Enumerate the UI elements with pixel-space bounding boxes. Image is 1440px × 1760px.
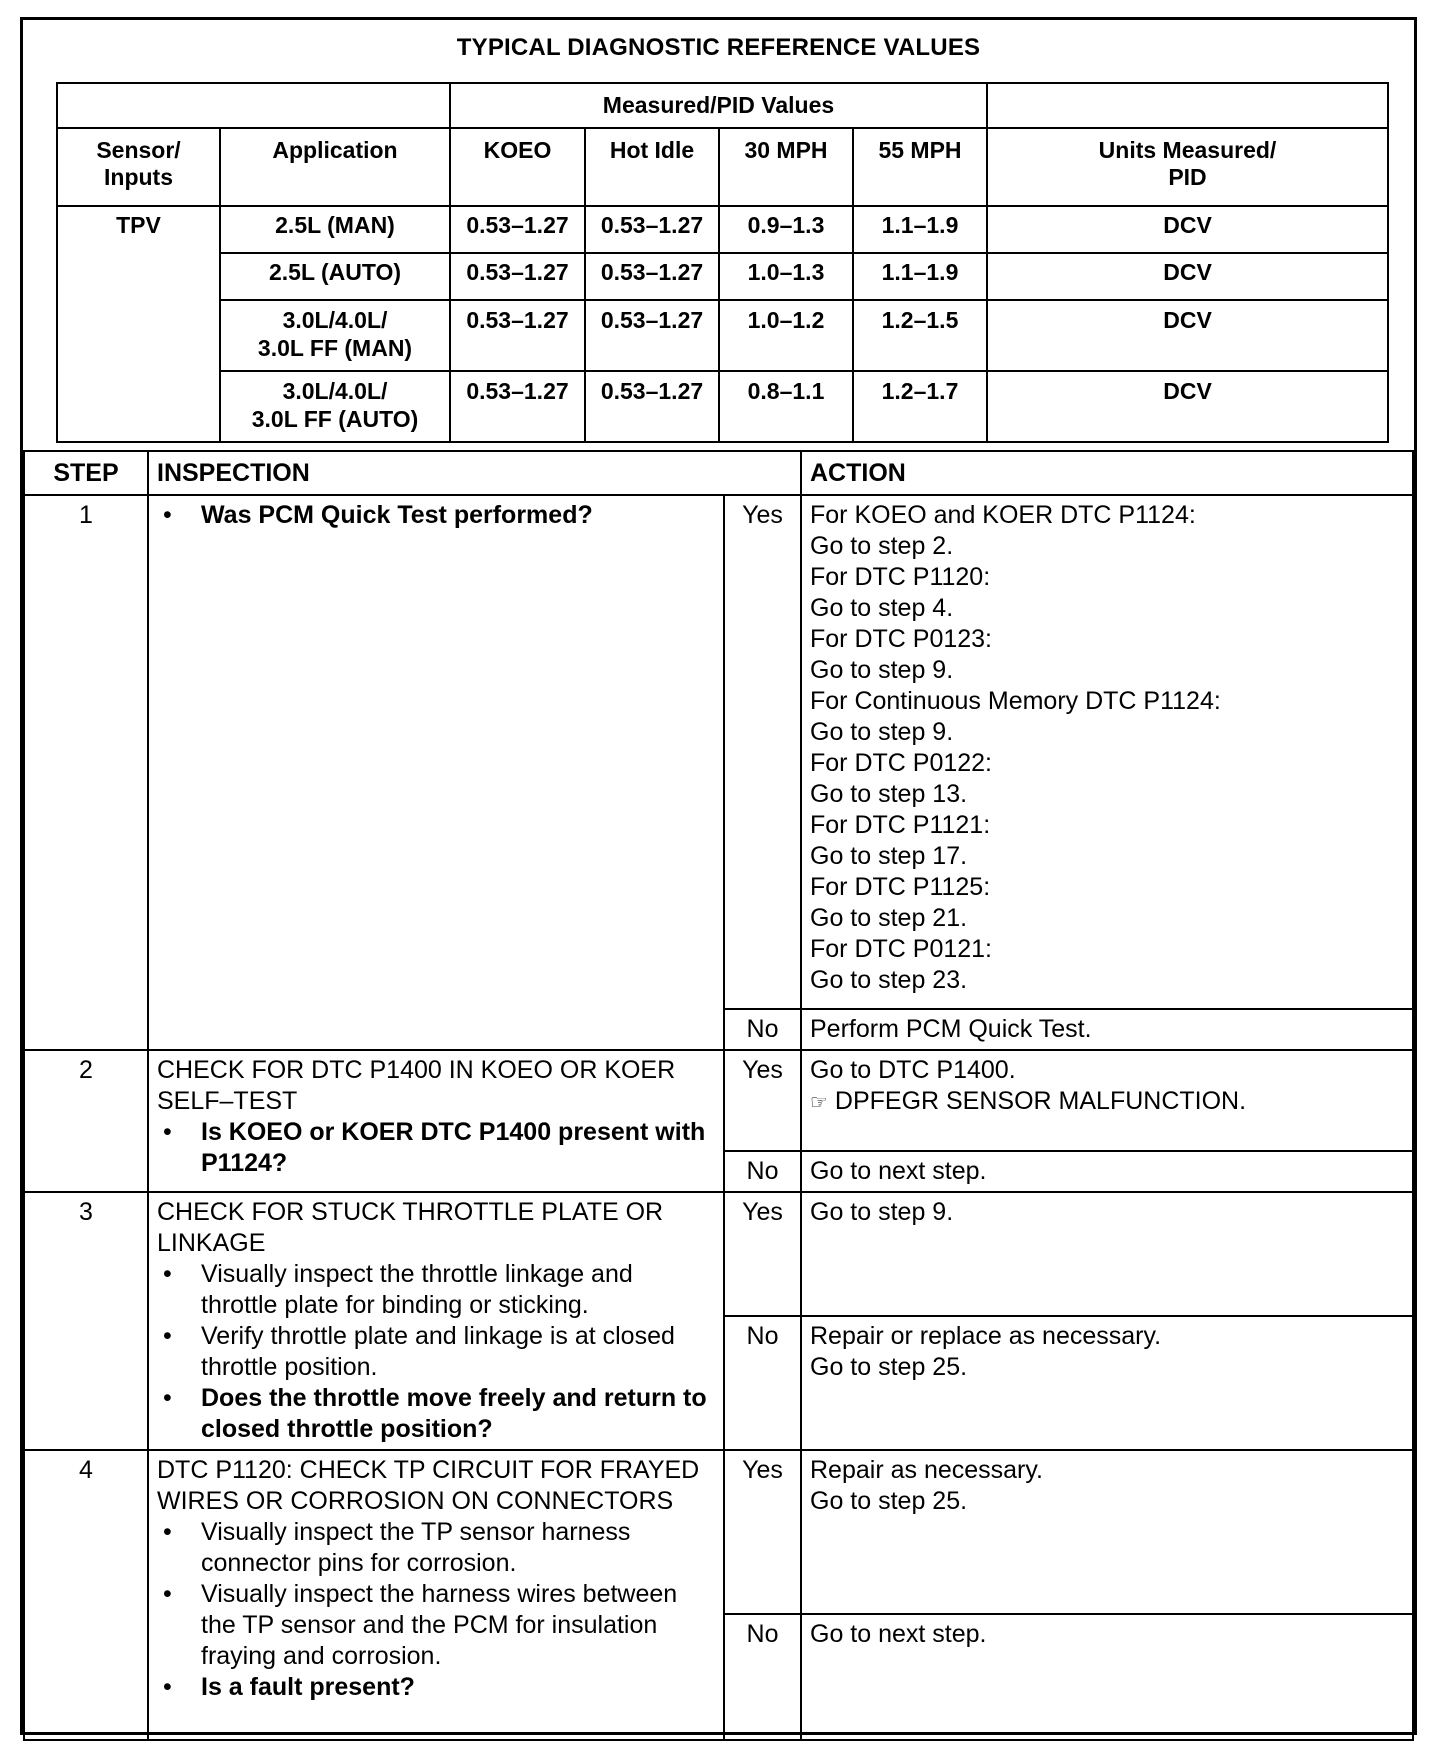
yes-label: Yes bbox=[724, 1192, 801, 1316]
action-header: ACTION bbox=[801, 451, 1413, 495]
action-cell: Go to next step. bbox=[801, 1151, 1413, 1192]
table-row bbox=[57, 253, 1388, 300]
no-label: No bbox=[724, 1614, 801, 1740]
step1-question: Was PCM Quick Test performed? bbox=[201, 501, 593, 529]
action-cell: Repair as necessary. Go to step 25. bbox=[801, 1450, 1413, 1614]
action-cell: Perform PCM Quick Test. bbox=[801, 1009, 1413, 1050]
inspection-cell: DTC P1120: CHECK TP CIRCUIT FOR FRAYED WIRES OR CORROSION ON CONNECTORS • Visually inspect the TP sensor harness connector pins for corrosion. • Visually inspect the harness wires between the TP sensor and the PCM for insulation fraying and corrosion. • Is a fault present? bbox=[148, 1450, 724, 1740]
measured-values-header: Measured/PID Values bbox=[450, 83, 987, 128]
hot-idle-cell: 0.53–1.27 bbox=[585, 253, 719, 300]
step4-heading: DTC P1120: CHECK TP CIRCUIT FOR FRAYED WIRES OR CORROSION ON CONNECTORS bbox=[157, 1456, 700, 1515]
yes-label: Yes bbox=[724, 1450, 801, 1614]
yes-label: Yes bbox=[724, 1050, 801, 1151]
inspection-cell: • Was PCM Quick Test performed? bbox=[148, 495, 724, 1050]
col-header-hot-idle: Hot Idle bbox=[585, 128, 719, 206]
step-number: 4 bbox=[24, 1450, 148, 1740]
col-header-30mph: 30 MPH bbox=[719, 128, 853, 206]
step4-bullet: Visually inspect the TP sensor harness connector pins for corrosion. bbox=[201, 1518, 631, 1577]
action-cell: Go to step 9. bbox=[801, 1192, 1413, 1316]
application-cell: 3.0L/4.0L/ 3.0L FF (MAN) bbox=[220, 300, 450, 371]
reference-column-header-row bbox=[57, 128, 1388, 206]
mph55-cell: 1.2–1.5 bbox=[853, 300, 987, 371]
step4-question: Is a fault present? bbox=[201, 1673, 415, 1701]
koeo-cell: 0.53–1.27 bbox=[450, 253, 585, 300]
step3-bullet: Visually inspect the throttle linkage and throttle plate for binding or sticking. bbox=[201, 1260, 633, 1319]
step-number: 1 bbox=[24, 495, 148, 1050]
mph55-cell: 1.1–1.9 bbox=[853, 253, 987, 300]
units-cell: DCV bbox=[987, 371, 1388, 442]
document-page bbox=[20, 17, 1417, 1735]
action-cell: Repair or replace as necessary. Go to step 25. bbox=[801, 1316, 1413, 1450]
action-cell: For KOEO and KOER DTC P1124: Go to step 2. For DTC P1120: Go to step 4. For DTC P0123: Go to step 9. For Continuous Memory DTC P1124: Go to step 9. For DTC P0122: Go to step 13. For DTC P1121: Go to step 17. For DTC P1125: Go to step 21. For DTC P0121: Go to step 23. bbox=[801, 495, 1413, 1009]
step2-question: Is KOEO or KOER DTC P1400 present with P1124? bbox=[201, 1118, 706, 1177]
table-row bbox=[57, 300, 1388, 371]
application-cell: 2.5L (MAN) bbox=[220, 206, 450, 253]
mph55-cell: 1.2–1.7 bbox=[853, 371, 987, 442]
units-cell: DCV bbox=[987, 253, 1388, 300]
koeo-cell: 0.53–1.27 bbox=[450, 300, 585, 371]
col-header-55mph: 55 MPH bbox=[853, 128, 987, 206]
step-number: 3 bbox=[24, 1192, 148, 1450]
col-header-units: Units Measured/ PID bbox=[987, 128, 1388, 206]
action-cell: Go to next step. bbox=[801, 1614, 1413, 1740]
diagnostic-steps-table bbox=[23, 450, 1414, 1741]
col-header-sensor: Sensor/ Inputs bbox=[57, 128, 220, 206]
mph30-cell: 0.9–1.3 bbox=[719, 206, 853, 253]
inspection-cell: CHECK FOR DTC P1400 IN KOEO OR KOER SELF–TEST • Is KOEO or KOER DTC P1400 present with P1124? bbox=[148, 1050, 724, 1192]
table-row bbox=[24, 1050, 1413, 1151]
no-label: No bbox=[724, 1316, 801, 1450]
no-label: No bbox=[724, 1151, 801, 1192]
hot-idle-cell: 0.53–1.27 bbox=[585, 371, 719, 442]
reference-values-section bbox=[23, 20, 1414, 445]
step3-heading: CHECK FOR STUCK THROTTLE PLATE OR LINKAGE bbox=[157, 1198, 664, 1257]
action-cell: Go to DTC P1400. ☞ DPFEGR SENSOR MALFUNCTION. bbox=[801, 1050, 1413, 1151]
units-cell: DCV bbox=[987, 206, 1388, 253]
mph30-cell: 1.0–1.3 bbox=[719, 253, 853, 300]
table-row bbox=[24, 1192, 1413, 1316]
table-row bbox=[57, 371, 1388, 442]
koeo-cell: 0.53–1.27 bbox=[450, 371, 585, 442]
step-header: STEP bbox=[24, 451, 148, 495]
application-cell: 3.0L/4.0L/ 3.0L FF (AUTO) bbox=[220, 371, 450, 442]
application-cell: 2.5L (AUTO) bbox=[220, 253, 450, 300]
steps-header-row bbox=[24, 451, 1413, 495]
pointing-hand-icon: ☞ bbox=[810, 1092, 828, 1114]
mph30-cell: 0.8–1.1 bbox=[719, 371, 853, 442]
reference-group-header-row bbox=[57, 83, 1388, 128]
step2-heading: CHECK FOR DTC P1400 IN KOEO OR KOER SELF–TEST bbox=[157, 1056, 676, 1115]
no-label: No bbox=[724, 1009, 801, 1050]
inspection-cell: CHECK FOR STUCK THROTTLE PLATE OR LINKAGE • Visually inspect the throttle linkage and throttle plate for binding or sticking. • Verify throttle plate and linkage is at closed throttle position. • Does the throttle move freely and return to closed throttle position? bbox=[148, 1192, 724, 1450]
sensor-name: TPV bbox=[57, 206, 220, 442]
hot-idle-cell: 0.53–1.27 bbox=[585, 206, 719, 253]
yes-label: Yes bbox=[724, 495, 801, 1009]
mph30-cell: 1.0–1.2 bbox=[719, 300, 853, 371]
hot-idle-cell: 0.53–1.27 bbox=[585, 300, 719, 371]
mph55-cell: 1.1–1.9 bbox=[853, 206, 987, 253]
reference-table bbox=[56, 82, 1389, 443]
col-header-koeo: KOEO bbox=[450, 128, 585, 206]
reference-title: TYPICAL DIAGNOSTIC REFERENCE VALUES bbox=[456, 34, 981, 61]
table-row bbox=[24, 1450, 1413, 1614]
units-cell: DCV bbox=[987, 300, 1388, 371]
table-row bbox=[24, 495, 1413, 1009]
col-header-application: Application bbox=[220, 128, 450, 206]
step3-bullet: Verify throttle plate and linkage is at closed throttle position. bbox=[201, 1322, 675, 1381]
table-row bbox=[57, 206, 1388, 253]
inspection-header: INSPECTION bbox=[148, 451, 801, 495]
koeo-cell: 0.53–1.27 bbox=[450, 206, 585, 253]
step3-question: Does the throttle move freely and return to closed throttle position? bbox=[201, 1384, 707, 1443]
step4-bullet: Visually inspect the harness wires between the TP sensor and the PCM for insulation fraying and corrosion. bbox=[201, 1580, 678, 1670]
step-number: 2 bbox=[24, 1050, 148, 1192]
